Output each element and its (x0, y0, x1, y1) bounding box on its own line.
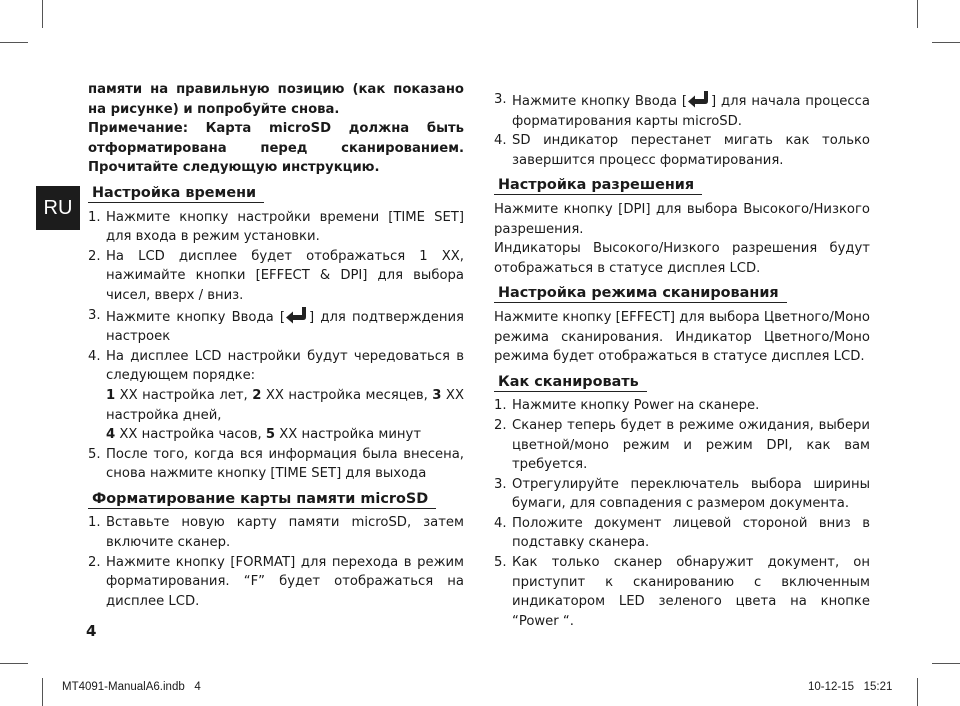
list-item: 4. SD индикатор перестанет мигать как только завершится процесс форматирования. (494, 133, 870, 168)
note-line: Примечание: Карта microSD должна быть отформатирована перед сканированием. Прочитайте следующую инструкцию. (88, 121, 464, 176)
list-item: 1. Нажмите кнопку настройки времени [TIME SET] для входа в режим установки. (88, 209, 464, 245)
crop-mark (0, 663, 28, 664)
right-column (494, 90, 870, 631)
list-item: 4. На дисплее LCD настройки будут чередоваться в следующем порядке: 1 XX настройка лет, 2 XX настройка месяцев, 3 XX настройка дней, 4 XX настройка часов, 5 XX настройка минут (88, 347, 464, 445)
list-item: 3. Отрегулируйте переключатель выбора ширины бумаги, для совпадения с размером документа. (494, 476, 870, 512)
footer-date-time: 10-12-15 15:21 (808, 681, 893, 693)
resolution-text: Нажмите кнопку [DPI] для выбора Высокого/Низкого разрешения. (494, 201, 870, 237)
resolution-heading: Настройка разрешения (494, 176, 870, 196)
scan-mode-heading: Настройка режима сканирования (494, 284, 870, 304)
list-item: 5. Как только сканер обнаружит документ, он приступит к сканированию с включенным индикатором LED зеленого цвета на кнопке “Power “. (494, 555, 870, 629)
intro-line: памяти на правильную позицию (как показано на рисунке) и попробуйте снова. (88, 82, 464, 117)
list-item: 1. Вставьте новую карту памяти microSD, затем включите сканер. (88, 515, 464, 551)
list-item: 2. На LCD дисплее будет отображаться 1 XX, нажимайте кнопки [EFFECT & DPI] для выбора чисел, вверх / вниз. (88, 248, 464, 303)
crop-mark (42, 678, 43, 706)
language-tab: RU (36, 186, 80, 230)
format-steps-list (88, 513, 464, 611)
crop-mark (932, 42, 960, 43)
time-steps-list (88, 208, 464, 484)
scan-mode-text: Нажмите кнопку [EFFECT] для выбора Цветного/Моно режима сканирования. Индикатор Цветного/Моно режима будет отображаться в статусе дисплея LCD. (494, 309, 870, 365)
time-settings-heading: Настройка времени (88, 184, 464, 204)
format-steps-continued-list (494, 90, 870, 170)
format-card-heading: Форматирование карты памяти microSD (88, 490, 464, 510)
list-item: 3. Нажмите кнопку Ввода [ ] для начала процесса форматирования карты microSD. (494, 92, 870, 129)
list-item: 2. Сканер теперь будет в режиме ожидания, выбери цветной/моно режим и режим DPI, как вам требуется. (494, 417, 870, 473)
sequence-line: 1 XX настройка лет, 2 XX настройка месяцев, 3 XX настройка дней, (106, 387, 464, 423)
left-column (88, 80, 464, 611)
crop-mark (932, 663, 960, 664)
list-item: 1. Нажмите кнопку Power на сканере. (494, 398, 760, 414)
crop-mark (917, 678, 918, 706)
sequence-line: 4 XX настройка часов, 5 XX настройка минут (106, 427, 422, 443)
list-item: 3. Нажмите кнопку Ввода [ ] для подтверждения настроек (88, 307, 464, 345)
enter-key-icon (285, 306, 309, 324)
crop-mark (42, 0, 43, 28)
resolution-text: Индикаторы Высокого/Низкого разрешения будут отображаться в статусе дисплея LCD. (494, 241, 870, 276)
enter-key-icon (687, 90, 711, 108)
list-item: 5. После того, когда вся информация была внесена, снова нажмите кнопку [TIME SET] для выхода (88, 446, 464, 482)
page-number: 4 (86, 622, 97, 640)
list-item: 2. Нажмите кнопку [FORMAT] для перехода в режим форматирования. “F” будет отображаться на дисплее LCD. (88, 554, 464, 609)
list-item: 4. Положите документ лицевой стороной вниз в подставку сканера. (494, 515, 870, 551)
crop-mark (0, 42, 28, 43)
how-to-scan-list (494, 396, 870, 631)
how-to-scan-heading: Как сканировать (494, 373, 870, 393)
footer-file-label: MT4091-ManualA6.indb 4 (62, 681, 201, 693)
crop-mark (917, 0, 918, 28)
